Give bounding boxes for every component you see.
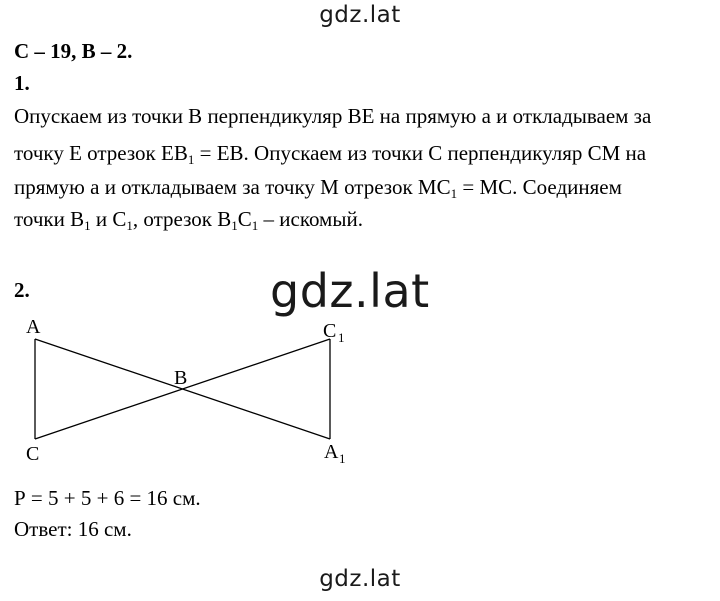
page-header: С – 19, В – 2. — [14, 39, 133, 63]
task2-number: 2. — [14, 278, 30, 302]
perimeter-calculation: Р = 5 + 5 + 6 = 16 см. — [14, 486, 201, 510]
task1-line-2: точку Е отрезок $ЕВ_1$ = ЕВ. Опускаем из точки С перпендикуляр СМ на — [14, 141, 647, 167]
task1-number: 1. — [14, 71, 30, 95]
point-label-C1: C — [323, 320, 337, 342]
point-label-A1-subscript: 1 — [339, 451, 346, 466]
point-label-A1: A — [324, 441, 339, 463]
answer-line: Ответ: 16 см. — [14, 517, 132, 541]
point-label-A: A — [26, 316, 41, 338]
task1-line-1: Опускаем из точки В перпендикуляр ВЕ на прямую а и откладываем за — [14, 104, 652, 128]
task1-line-3: прямую а и откладываем за точку М отрезок $МС_1$ = МС. Соединяем — [14, 175, 622, 201]
task1-line-4: точки $В_1$ и $С_1$, отрезок $В_1С_1$ – искомый. — [14, 207, 363, 233]
geometry-diagram — [0, 310, 720, 480]
point-label-C1-subscript: 1 — [338, 330, 345, 345]
watermark-middle: gdz.lat — [270, 264, 430, 318]
point-label-B: B — [174, 367, 188, 389]
watermark-top: gdz.lat — [319, 2, 401, 28]
watermark-bottom: gdz.lat — [319, 566, 401, 592]
point-label-C: C — [26, 443, 40, 465]
